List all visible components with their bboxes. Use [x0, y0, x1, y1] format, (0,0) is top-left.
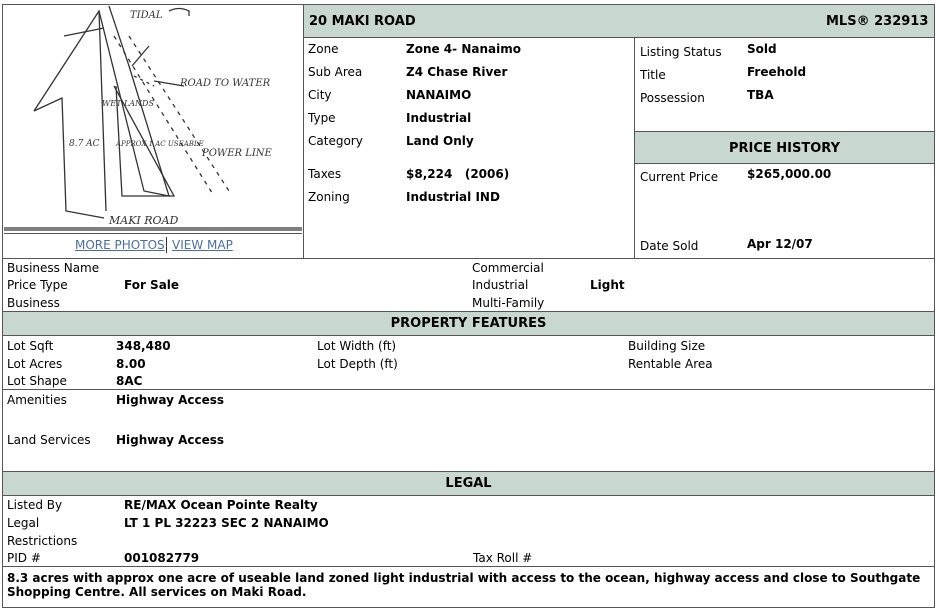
rentable-area-label: Rentable Area	[628, 357, 713, 371]
lot-shape-label: Lot Shape	[7, 374, 67, 388]
city-value: NANAIMO	[406, 88, 472, 102]
sketch-label-wet-lands: WET LANDS	[102, 99, 154, 108]
industrial-value: Light	[590, 278, 625, 292]
tax-roll-label: Tax Roll #	[473, 551, 533, 565]
zone-value: Zone 4- Nanaimo	[406, 42, 521, 56]
lot-depth-label: Lot Depth (ft)	[317, 357, 398, 371]
property-photo[interactable]	[4, 6, 302, 232]
legal-value: LT 1 PL 32223 SEC 2 NANAIMO	[124, 516, 329, 530]
price-history-header	[634, 131, 935, 164]
commercial-label: Commercial	[472, 261, 544, 275]
city-label: City	[308, 88, 332, 102]
listing-status-value: Sold	[747, 42, 777, 56]
current-price-value: $265,000.00	[747, 167, 832, 181]
lot-sqft-label: Lot Sqft	[7, 339, 54, 353]
amenities-label: Amenities	[7, 393, 67, 407]
taxes-label: Taxes	[308, 167, 342, 181]
title-label: Title	[640, 68, 666, 82]
business-label: Business	[7, 296, 60, 310]
mls-number: MLS® 232913	[826, 14, 929, 29]
subarea-value: Z4 Chase River	[406, 65, 508, 79]
business-name-label: Business Name	[7, 261, 100, 275]
type-label: Type	[308, 111, 336, 125]
possession-label: Possession	[640, 91, 705, 105]
listed-by-label: Listed By	[7, 498, 63, 512]
legal-label: Legal	[7, 516, 40, 530]
site-sketch-image	[4, 6, 302, 232]
building-size-label: Building Size	[628, 339, 706, 353]
sketch-label-road-to-water: ROAD TO WATER	[180, 78, 271, 89]
price-history-title: PRICE HISTORY	[728, 141, 841, 156]
listed-by-value: RE/MAX Ocean Pointe Realty	[124, 498, 318, 512]
possession-value: TBA	[747, 88, 774, 102]
multifamily-label: Multi-Family	[472, 296, 545, 310]
date-sold-value: Apr 12/07	[747, 237, 813, 251]
zoning-value: Industrial IND	[406, 190, 500, 204]
date-sold-label: Date Sold	[640, 239, 699, 253]
sketch-label-useable: APPROX 1 AC USEABLE	[116, 140, 204, 148]
remarks-text: 8.3 acres with approx one acre of useable land zoned light industrial with access to the ocean, highway access and close to Southgate Shopping Centre. All services on Maki Road.	[7, 571, 921, 599]
lot-sqft-value: 348,480	[116, 339, 171, 353]
more-photos-link[interactable]: MORE PHOTOS	[75, 238, 165, 252]
current-price-label: Current Price	[640, 170, 719, 184]
taxes-value: $8,224 (2006)	[406, 167, 510, 181]
land-services-label: Land Services	[7, 433, 91, 447]
sketch-label-tidal: TIDAL	[130, 10, 163, 21]
legal-header	[2, 471, 935, 496]
listing-status-label: Listing Status	[640, 45, 722, 59]
zone-label: Zone	[308, 42, 339, 56]
view-map-link[interactable]: VIEW MAP	[172, 238, 233, 252]
title-value: Freehold	[747, 65, 807, 79]
lot-acres-label: Lot Acres	[7, 357, 63, 371]
category-label: Category	[308, 134, 363, 148]
sketch-label-acres: 8.7 AC	[69, 139, 100, 149]
property-features-header	[2, 311, 935, 336]
sketch-label-power-line: POWER LINE	[202, 148, 272, 159]
lot-width-label: Lot Width (ft)	[317, 339, 397, 353]
zoning-label: Zoning	[308, 190, 350, 204]
lot-acres-value: 8.00	[116, 357, 146, 371]
legal-title: LEGAL	[445, 476, 492, 491]
category-value: Land Only	[406, 134, 474, 148]
land-services-value: Highway Access	[116, 433, 225, 447]
pid-value: 001082779	[124, 551, 200, 565]
pid-label: PID #	[7, 551, 41, 565]
restrictions-label: Restrictions	[7, 534, 78, 548]
property-features-title: PROPERTY FEATURES	[390, 316, 547, 331]
price-type-label: Price Type	[7, 278, 68, 292]
lot-shape-value: 8AC	[116, 374, 143, 388]
subarea-label: Sub Area	[308, 65, 363, 79]
price-type-value: For Sale	[124, 278, 180, 292]
sketch-label-maki-road: MAKI ROAD	[109, 214, 179, 227]
industrial-label: Industrial	[472, 278, 529, 292]
type-value: Industrial	[406, 111, 472, 125]
address-title: 20 MAKI ROAD	[309, 14, 416, 29]
amenities-value: Highway Access	[116, 393, 225, 407]
